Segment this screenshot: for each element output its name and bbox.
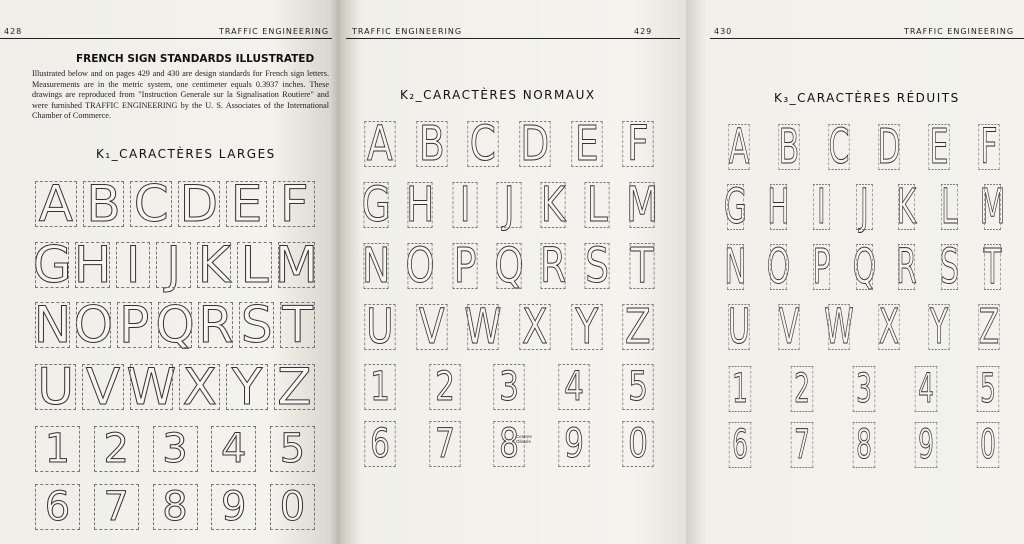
glyph-4: 4 [910, 360, 942, 418]
glyph-o: O [73, 296, 113, 354]
glyph-p: P [114, 296, 155, 354]
glyph-e: E [924, 118, 955, 176]
glyph-7: 7 [786, 416, 818, 474]
glyph-z: Z [618, 298, 658, 356]
letter-row [32, 236, 318, 294]
letter-row [354, 237, 664, 295]
glyph-n: N [722, 238, 749, 296]
glyph-d: D [874, 118, 905, 176]
glyph-z: Z [974, 298, 1005, 356]
page-number: 428 [4, 27, 23, 36]
glyph-n: N [33, 296, 72, 354]
glyph-4: 4 [553, 358, 594, 416]
running-head: TRAFFIC ENGINEERING [904, 27, 1015, 36]
glyph-n: N [359, 237, 394, 295]
glyph-v: V [79, 358, 126, 416]
glyph-k: K [194, 236, 234, 294]
glyph-f: F [974, 118, 1005, 176]
letter-row [714, 178, 1014, 236]
glyph-9: 9 [910, 416, 942, 474]
letter-row [32, 175, 318, 233]
glyph-g: G [32, 236, 72, 294]
header-rule [346, 38, 680, 39]
glyph-2: 2 [786, 360, 818, 418]
glyph-h: H [73, 236, 112, 294]
glyph-j: J [153, 236, 193, 294]
glyph-k: K [536, 176, 571, 234]
glyph-5: 5 [267, 420, 318, 478]
glyph-3: 3 [150, 420, 201, 478]
letter-row [32, 358, 318, 416]
glyph-l: L [234, 236, 274, 294]
glyph-c: C [824, 118, 855, 176]
glyph-5: 5 [972, 360, 1004, 418]
glyph-y: Y [566, 298, 606, 356]
glyph-1: 1 [724, 360, 756, 418]
letter-row [714, 360, 1014, 418]
glyph-1: 1 [32, 420, 83, 478]
running-head: TRAFFIC ENGINEERING [219, 27, 330, 36]
letter-row [354, 415, 664, 473]
glyph-7: 7 [91, 478, 142, 536]
glyph-v: V [774, 298, 805, 356]
section-title-k3: K₃_CARACTÈRES RÉDUITS [774, 91, 960, 105]
glyph-2: 2 [424, 358, 465, 416]
glyph-t: T [277, 296, 318, 354]
glyph-x: X [515, 298, 555, 356]
header-rule [0, 38, 332, 39]
glyph-m: M [625, 177, 658, 233]
letter-row [354, 358, 664, 416]
glyph-b: B [80, 175, 128, 233]
glyph-3: 3 [848, 360, 880, 418]
page-428 [0, 0, 340, 544]
glyph-d: D [175, 175, 223, 233]
glyph-s: S [236, 296, 277, 354]
glyph-7: 7 [424, 415, 465, 473]
glyph-i: I [447, 176, 482, 234]
glyph-w: W [464, 299, 502, 355]
glyph-o: O [403, 237, 438, 295]
glyph-6: 6 [32, 478, 83, 536]
glyph-t: T [625, 237, 660, 295]
centres-label: Centres Glissés [516, 434, 532, 444]
glyph-8: 8 [150, 478, 201, 536]
glyph-i: I [808, 178, 835, 236]
page-429 [340, 0, 686, 544]
glyph-w: W [824, 299, 854, 355]
letter-row [714, 298, 1014, 356]
letter-row [714, 118, 1014, 176]
glyph-0: 0 [972, 416, 1004, 474]
running-head: TRAFFIC ENGINEERING [352, 27, 463, 36]
glyph-x: X [176, 358, 223, 416]
glyph-9: 9 [208, 478, 259, 536]
section-title-k1: K₁_CARACTÈRES LARGES [96, 147, 276, 161]
glyph-l: L [580, 176, 615, 234]
glyph-p: P [808, 238, 835, 296]
glyph-f: F [270, 175, 318, 233]
glyph-r: R [894, 238, 921, 296]
glyph-5: 5 [618, 358, 659, 416]
glyph-y: Y [924, 298, 955, 356]
glyph-u: U [360, 298, 400, 356]
glyph-j: J [851, 178, 878, 236]
glyph-1: 1 [360, 358, 401, 416]
glyph-e: E [566, 115, 606, 173]
glyph-q: Q [852, 239, 876, 295]
glyph-u: U [724, 298, 755, 356]
letter-row [354, 115, 664, 173]
glyph-0: 0 [618, 415, 659, 473]
glyph-h: H [403, 176, 438, 234]
glyph-y: Y [223, 358, 270, 416]
glyph-4: 4 [208, 420, 259, 478]
glyph-s: S [580, 237, 615, 295]
glyph-j: J [492, 176, 527, 234]
section-title-k2: K₂_CARACTÈRES NORMAUX [400, 88, 596, 102]
article-title: FRENCH SIGN STANDARDS ILLUSTRATED [76, 53, 315, 65]
page-430 [686, 0, 1024, 544]
letter-row [32, 420, 318, 478]
glyph-f: F [618, 115, 658, 173]
glyph-x: X [874, 298, 905, 356]
glyph-t: T [979, 238, 1006, 296]
header-rule [710, 38, 1024, 39]
glyph-m: M [979, 179, 1006, 235]
glyph-a: A [360, 115, 400, 173]
page-number: 429 [634, 27, 653, 36]
glyph-g: G [723, 179, 747, 235]
letter-row [714, 416, 1014, 474]
glyph-g: G [359, 176, 394, 234]
glyph-m: M [274, 236, 318, 294]
glyph-a: A [724, 118, 755, 176]
glyph-h: H [765, 178, 792, 236]
glyph-0: 0 [267, 478, 318, 536]
glyph-3: 3 [489, 358, 530, 416]
glyph-c: C [127, 175, 175, 233]
glyph-q: Q [155, 296, 195, 354]
letter-row [32, 296, 318, 354]
glyph-8: 8 [489, 415, 530, 473]
glyph-r: R [536, 237, 571, 295]
glyph-6: 6 [724, 416, 756, 474]
glyph-o: O [766, 239, 790, 295]
glyph-k: K [894, 178, 921, 236]
glyph-9: 9 [553, 415, 594, 473]
glyph-p: P [447, 237, 482, 295]
page-number: 430 [714, 27, 733, 36]
letter-row [714, 238, 1014, 296]
glyph-v: V [411, 298, 451, 356]
glyph-8: 8 [848, 416, 880, 474]
glyph-l: L [936, 178, 963, 236]
glyph-s: S [936, 238, 963, 296]
glyph-a: A [32, 175, 80, 233]
glyph-b: B [411, 115, 451, 173]
glyph-w: W [126, 358, 177, 416]
glyph-z: Z [271, 358, 318, 416]
glyph-e: E [223, 175, 271, 233]
glyph-b: B [774, 118, 805, 176]
glyph-r: R [195, 296, 236, 354]
glyph-2: 2 [91, 420, 142, 478]
article-intro: Illustrated below and on pages 429 and 430 are design standards for French sign letters. Measurements are in the metric system, one centimeter equals 0.3937 inches. These drawings are reproduced from "Instruction Generale sur la Signalisation Routiere" and were furnished TRAFFIC ENGINEERING by the U. S. Associates of the International Chamber of Commerce. [32, 69, 329, 120]
glyph-c: C [463, 115, 503, 173]
glyph-d: D [515, 115, 555, 173]
glyph-u: U [32, 358, 79, 416]
glyph-q: Q [492, 237, 527, 295]
letter-row [354, 176, 664, 234]
letter-row [32, 478, 318, 536]
letter-row [354, 298, 664, 356]
glyph-6: 6 [360, 415, 401, 473]
glyph-i: I [113, 236, 153, 294]
